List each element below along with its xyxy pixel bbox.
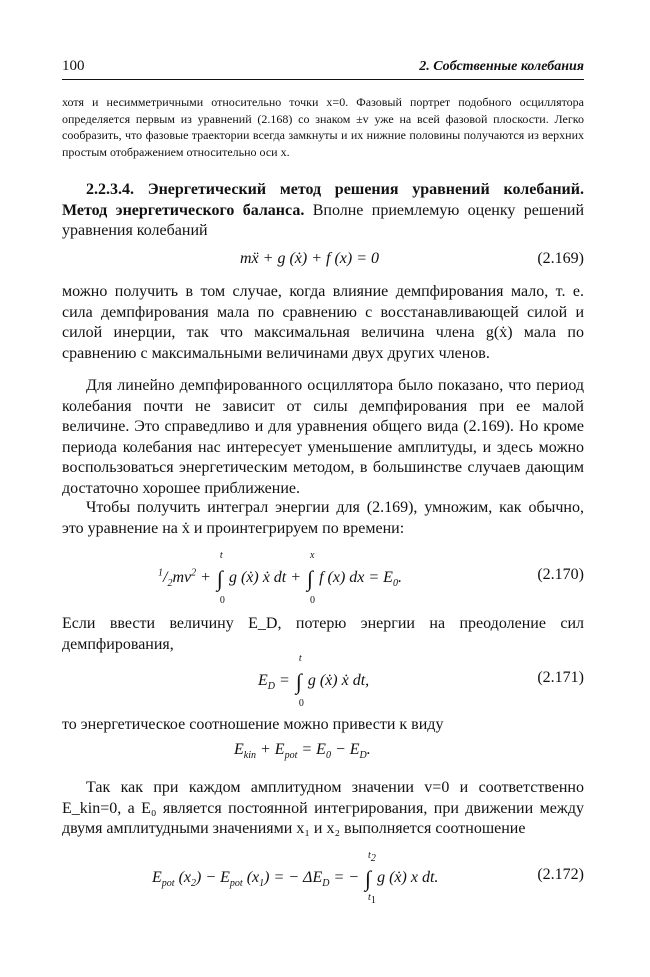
equation-energy-balance [62, 741, 584, 765]
page-number: 100 [62, 58, 85, 74]
section-intro: Вполне приемлемую оценку решений уравнения колебаний [62, 201, 584, 239]
equation-number: (2.170) [537, 566, 584, 583]
page-header [62, 58, 584, 80]
paragraph-energy-integral [62, 498, 584, 539]
paragraph-amplitude [62, 778, 584, 840]
equation-formula: $E_D$ = ∫ t 0 g (ẋ) ẋ dt, [258, 653, 370, 709]
equation-number: (2.172) [537, 866, 584, 883]
paragraph: можно получить в том случае, когда влияние демпфирования мало, т. е. сила демпфирования мала по сравнению с восстанавливающей силой и силой инерции, так что максимальная величина члена g(ẋ) мала по сравнению с максимальными величинами двух других членов. [62, 283, 584, 362]
section-heading: 2.2.3.4. Энергетический метод решения уравнений колебаний. Метод энергетического баланса. [62, 181, 584, 219]
equation-2-169 [62, 250, 584, 274]
running-title: 2. Собственные колебания [419, 59, 584, 74]
equation-formula: $E_{pot}$ $(x_2) - E_{pot}$ $(x_1)$ = − $\Delta E_D$ = − ∫ $t_2$ $t_1$ g (ẋ) x dt. [152, 850, 439, 906]
paragraph-relation [62, 715, 584, 736]
small-print-paragraph: хотя и несимметричными относительно точки x=0. Фазовый портрет подобного осциллятора определяется первым из уравнений (2.168) со знаком ±v уже на всей фазовой плоскости. Легко сообразить, что фазовые траектории всегда замкнуты и их нижние половины получаются из верхних простым отображением относительно оси x. [62, 95, 584, 159]
equation-2-172 [62, 850, 584, 906]
paragraph-linear [62, 376, 584, 499]
paragraph-energy-loss [62, 614, 584, 655]
paragraph: Если ввести величину E_D, потерю энергии на преодоление сил демпфирования, [62, 615, 584, 653]
section-start [62, 180, 584, 242]
paragraph: то энергетическое соотношение можно привести к виду [62, 716, 444, 733]
equation-formula: $E_{kin} + E_{pot} = E_0 - E_D$. [234, 741, 371, 762]
equation-number: (2.169) [537, 250, 584, 267]
equation-number: (2.171) [537, 669, 584, 686]
equation-formula: $^1/_2mv^2$ + ∫ t 0 g (ẋ) ẋ dt + ∫ x 0 f (x) dx = $E_0$. [158, 550, 402, 606]
paragraph: Так как при каждом амплитудном значении v=0 и соответственно E_kin=0, а E₀ является постоянной интегрирования, при движении между двумя амплитудными значениями x₁ и x₂ выполняется соотношение [62, 779, 584, 837]
paragraph-damping [62, 282, 584, 364]
equation-2-170 [62, 550, 584, 606]
equation-formula: mẍ + g (ẋ) + f (x) = 0 [240, 250, 380, 267]
paragraph: Чтобы получить интеграл энергии для (2.169), умножим, как обычно, это уравнение на ẋ и проинтегрируем по времени: [62, 499, 584, 537]
paragraph: Для линейно демпфированного осциллятора было показано, что период колебания почти не зависит от силы демпфирования при ее малой величине. Это справедливо и для уравнения общего вида (2.169). Но кроме периода колебания нас интересует уменьшение амплитуды, и здесь можно воспользоваться энергетическим методом, в большинстве случаев дающим достаточно хорошее приближение. [62, 377, 584, 497]
equation-2-171 [62, 653, 584, 709]
